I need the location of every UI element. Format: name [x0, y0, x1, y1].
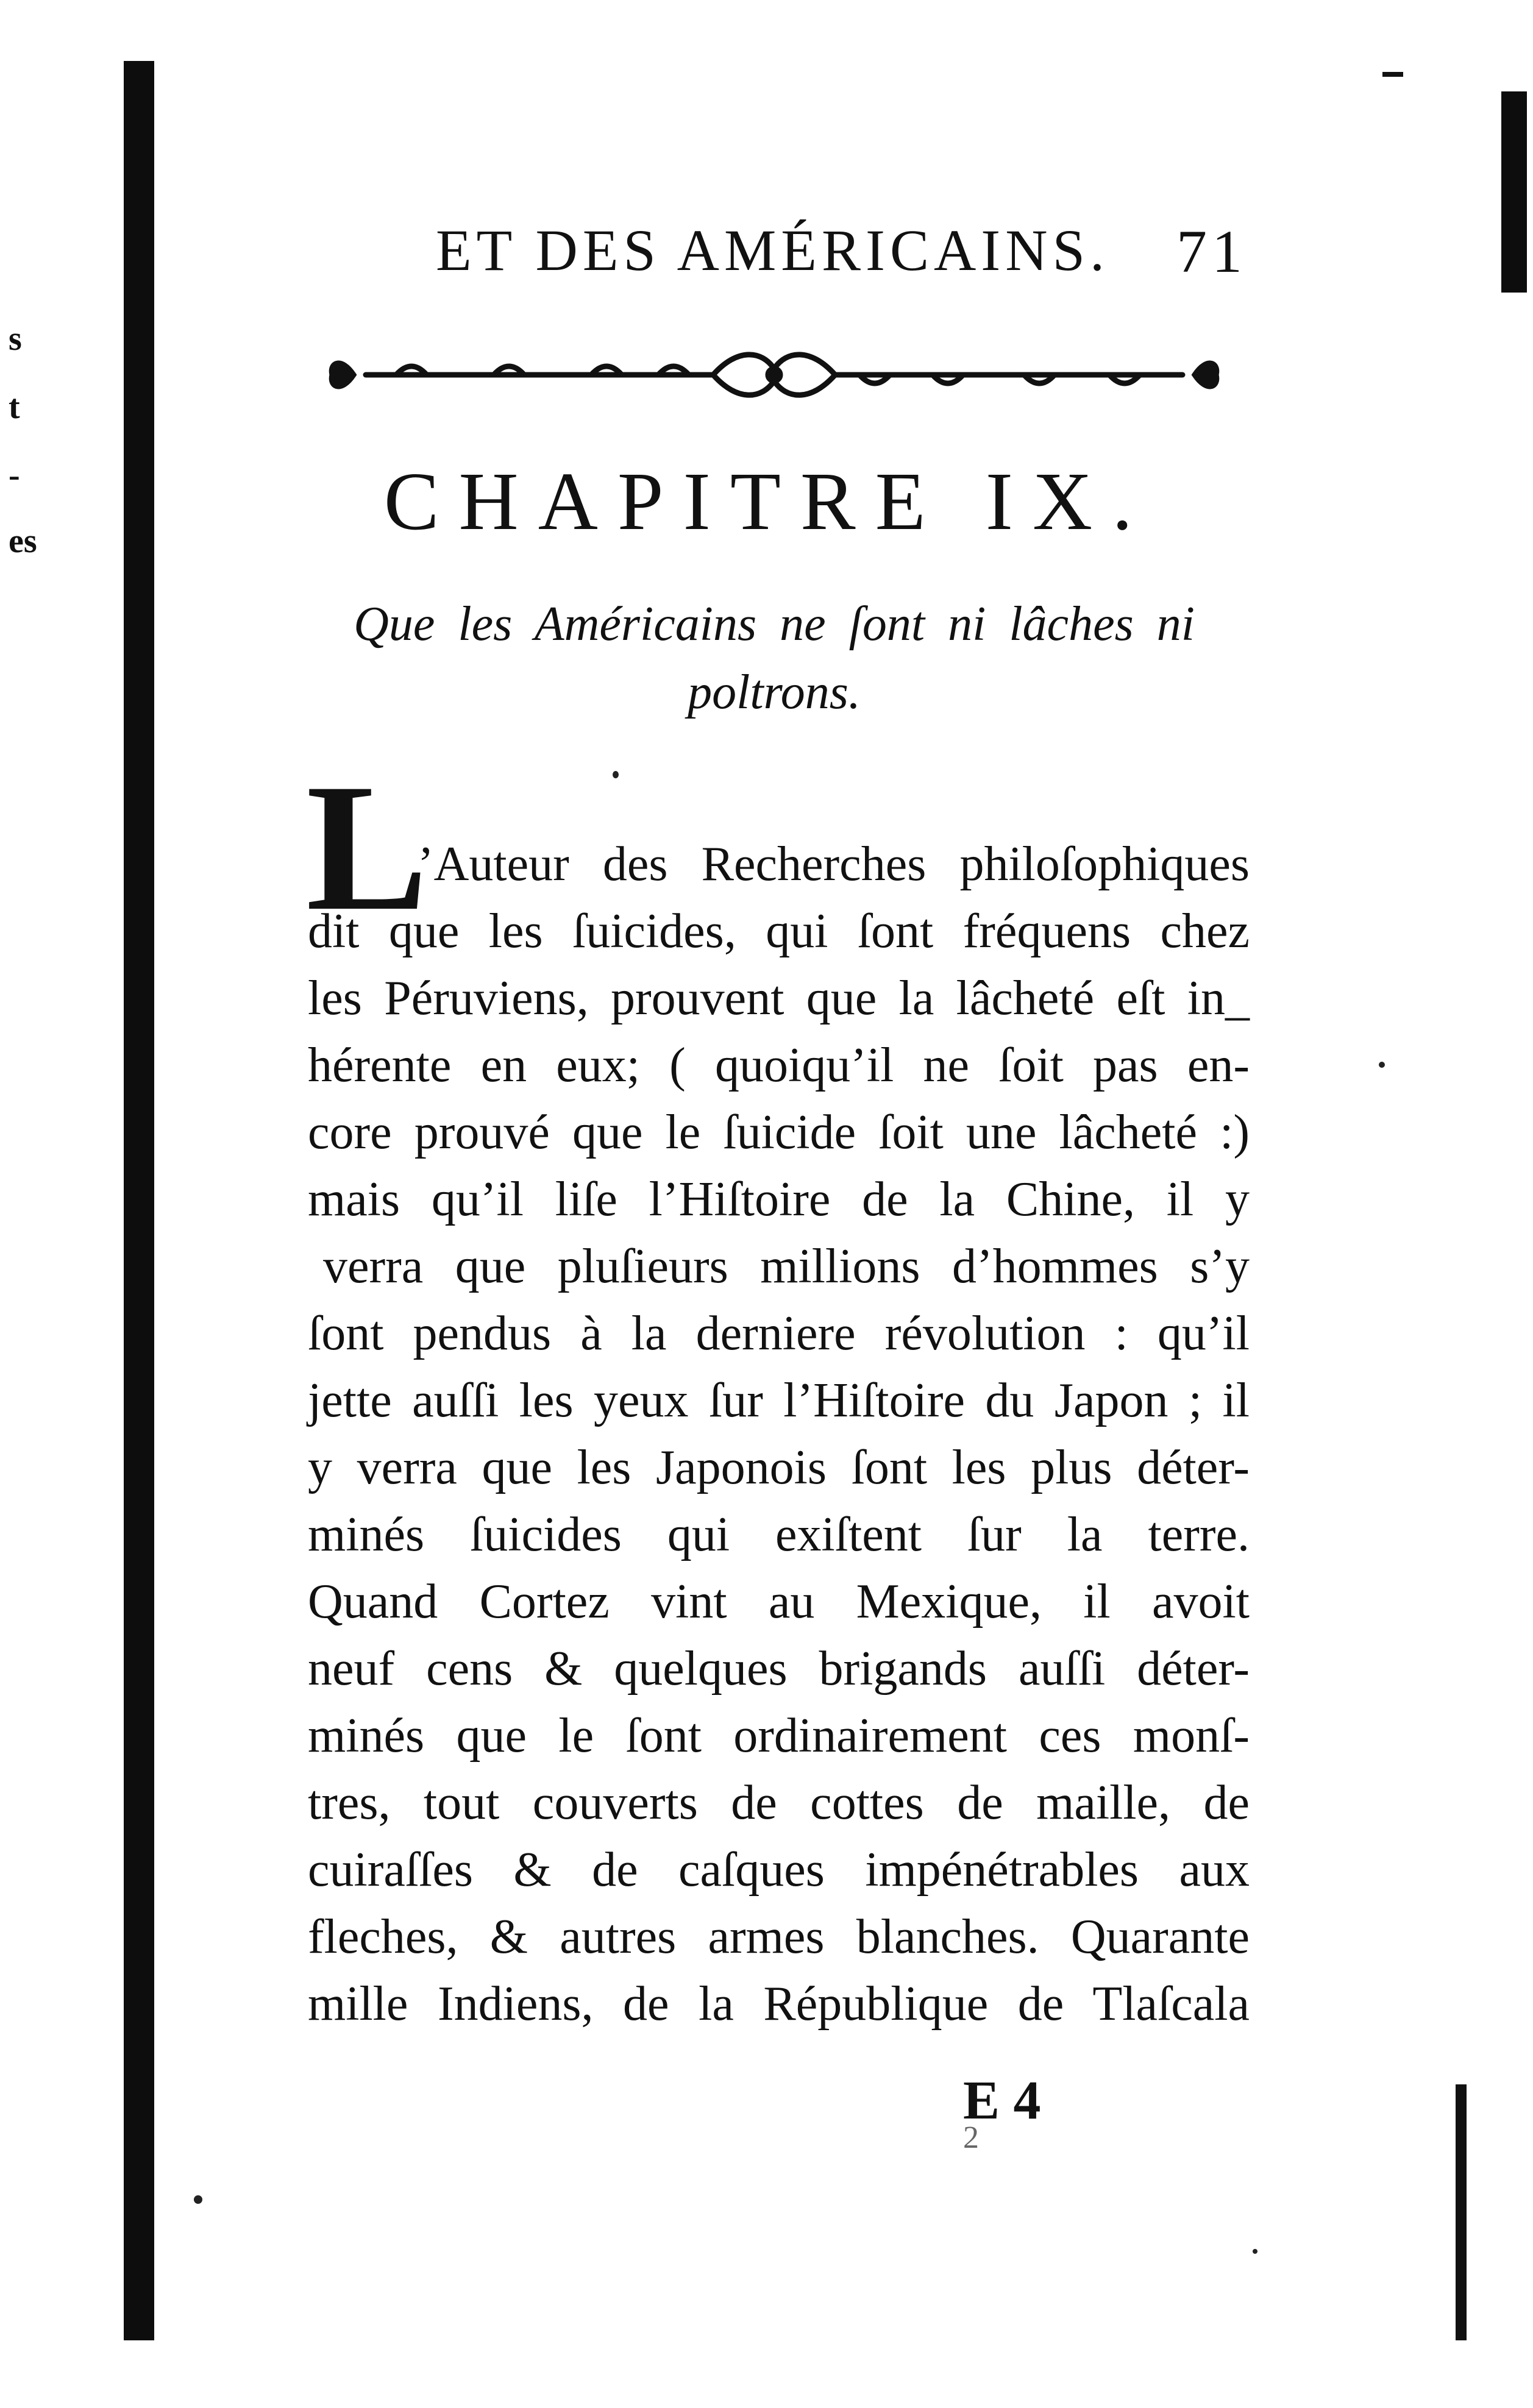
margin-fragment: s [9, 320, 22, 358]
body-line: ſont pendus à la derniere révolution : qu’il [308, 1307, 1250, 1360]
edge-mark-top [1501, 91, 1527, 293]
speck [613, 771, 619, 778]
body-line: mais qu’il liſe l’Hiſtoire de la Chine, il y [308, 1173, 1250, 1226]
chapter-title: CHAPITRE IX. [383, 456, 1153, 547]
body-line: y verra que les Japonois ſont les plus déter- [308, 1441, 1250, 1494]
body-line: verra que pluſieurs millions d’hommes s’y [323, 1240, 1250, 1293]
body-line: cuiraſſes & de caſques impénétrables aux [308, 1843, 1250, 1897]
pencil-note: 2 [963, 2120, 979, 2155]
subtitle-line: Que les Américains ne ſont ni lâches ni [354, 597, 1195, 651]
body-line: minés ſuicides qui exiſtent ſur la terre. [308, 1508, 1250, 1561]
ornament-divider-icon [317, 344, 1231, 405]
running-title: ET DES AMÉRICAINS. [436, 218, 1109, 283]
edge-dash [1382, 72, 1403, 77]
body-line: les Péruviens, prouvent que la lâcheté eſt in_ [308, 971, 1250, 1025]
speck [194, 2195, 202, 2204]
body-line: mille Indiens, de la République de Tlaſcala [308, 1977, 1250, 2031]
chapter-subtitle [299, 590, 1250, 726]
speck [1253, 2249, 1257, 2254]
margin-fragment: t [9, 388, 20, 426]
body-line: tres, tout couverts de cottes de maille, de [308, 1776, 1250, 1830]
body-line: core prouvé que le ſuicide ſoit une lâcheté :) [308, 1106, 1250, 1159]
signature-mark: E 4 [963, 2070, 1041, 2131]
body-line: dit que les ſuicides, qui ſont fréquens chez [308, 904, 1250, 958]
body-line: ’Auteur des Recherches philoſophiques [418, 837, 1250, 891]
running-header [427, 216, 1280, 289]
speck [1379, 1062, 1385, 1068]
edge-mark-bottom [1456, 2084, 1467, 2340]
body-line: jette auſſi les yeux ſur l’Hiſtoire du Japon ; il [308, 1374, 1250, 1427]
body-line: Quand Cortez vint au Mexique, il avoit [308, 1575, 1250, 1628]
margin-fragment: es [9, 522, 37, 560]
margin-fragment: - [9, 456, 20, 494]
body-line: minés que le ſont ordinairement ces monſ- [308, 1709, 1250, 1763]
page-number: 71 [1176, 218, 1247, 285]
binding-shadow [124, 61, 154, 2340]
subtitle-line: poltrons. [688, 666, 861, 719]
body-line: hérente en eux; ( quoiqu’il ne ſoit pas en- [308, 1039, 1250, 1092]
drop-cap: L [306, 746, 429, 948]
body-line: fleches, & autres armes blanches. Quarante [308, 1910, 1250, 1964]
body-line: neuf cens & quelques brigands auſſi déter- [308, 1642, 1250, 1696]
